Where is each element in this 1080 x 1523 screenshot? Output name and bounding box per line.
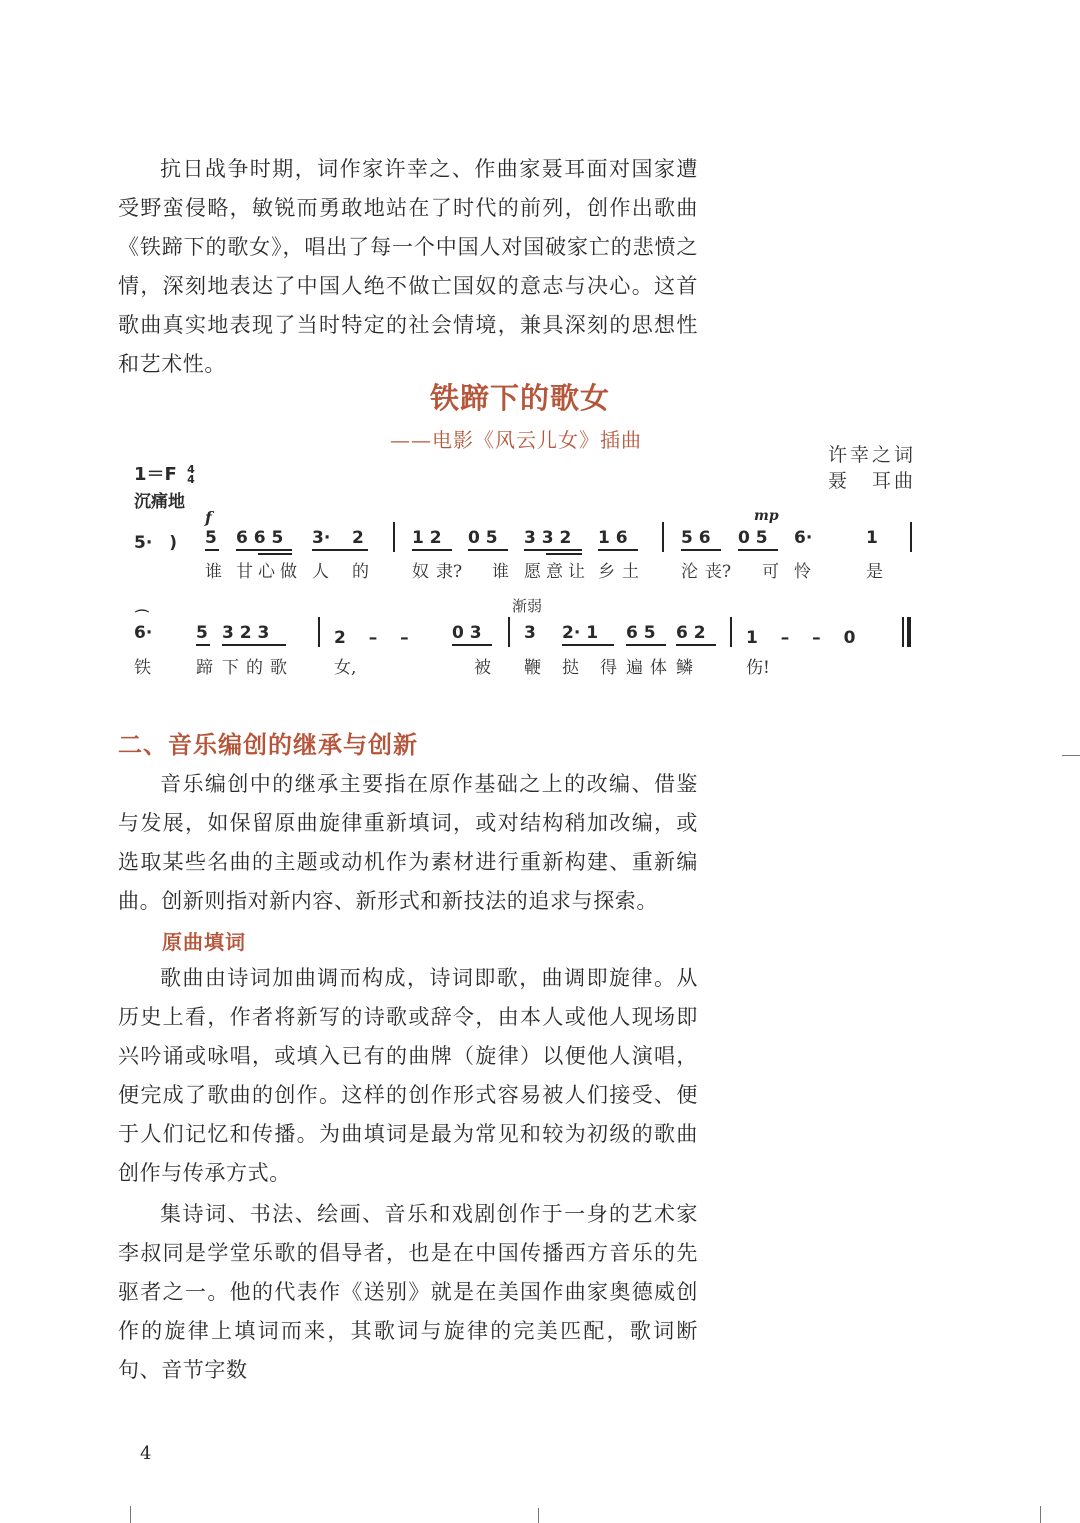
lyric: 的 [352,562,369,582]
final-barline [907,617,911,647]
lyric: 是 [866,562,883,582]
lyric: 丧? [705,562,732,582]
lyric: 隶? [436,562,463,582]
crop-mark [130,1506,131,1523]
lyric: 甘 [236,562,253,582]
lyric: 心 [258,562,275,582]
fermata-icon: ⌒ [135,610,149,626]
beam [452,644,492,646]
note: 6 6 5 [236,528,284,548]
lyric: 谁 [492,562,509,582]
note: 5 [205,528,217,548]
lyric: 下 [222,658,239,678]
beam [546,553,582,555]
beam [412,549,452,551]
lyric: 得 [600,658,617,678]
key-signature [134,460,195,486]
lyric: 人 [312,562,329,582]
dynamic-mezzo-piano: mp [754,508,779,524]
beam [312,549,368,551]
intro-paragraph: 抗日战争时期，词作家许幸之、作曲家聂耳面对国家遭受野蛮侵略，敏锐而勇敢地站在了时代的前列，创作出歌曲《铁蹄下的歌女》，唱出了每一个中国人对国破家亡的悲愤之情，深刻地表达了中国人绝不做亡国奴的意志与决心。这首歌曲真实地表现了当时特定的社会情境，兼具深刻的思想性和艺术性。 [118,157,698,376]
note: 0 5 [738,528,768,548]
note: 2 – – [334,628,409,648]
note: 1 6 [598,528,628,548]
barline [910,522,912,552]
beam [676,644,716,646]
note: 3· [312,528,331,548]
crop-mark [1040,1506,1041,1523]
beam [258,553,292,555]
section-paragraph: 音乐编创中的继承主要指在原作基础之上的改编、借鉴与发展，如保留原曲旋律重新填词，或对结构稍加改编，或选取某些名曲的主题或动机作为素材进行重新构建、重新编曲。创新则指对新内容、新形式和新技法的追求与探索。 [118,772,698,913]
note: 1 2 [412,528,442,548]
beam [562,644,614,646]
barline [318,617,320,647]
final-barline [902,617,904,647]
lyric: 的 [246,658,263,678]
barline [730,617,732,647]
note: 2· 1 [562,623,599,643]
note: 3 2 3 [222,623,270,643]
note: 3 [524,623,536,643]
composer-credit: 聂 耳曲 [828,470,917,492]
lyric: 谁 [205,562,222,582]
lyric: 做 [280,562,297,582]
lyric: 怜 [794,562,811,582]
note: 6 2 [676,623,706,643]
note: 5· ) [134,533,178,553]
last-paragraph: 集诗词、书法、绘画、音乐和戏剧创作于一身的艺术家李叔同是学堂乐歌的倡导者，也是在中国传播西方音乐的先驱者之一。他的代表作《送别》就是在美国作曲家奥德威创作的旋律上填词而来，其歌词与旋律的完美匹配，歌词断句、音节字数 [118,1202,698,1382]
song-subtitle: ——电影《风云儿女》插曲 [390,428,642,452]
lyric: 愿 [524,562,541,582]
lyric: 鞭 [524,658,541,678]
lyric: 挞 [562,658,579,678]
beam [468,549,508,551]
section-heading: 二、音乐编创的继承与创新 [118,730,418,759]
note: 1 [866,528,878,548]
lyric: 女, [334,658,357,678]
barline [662,522,664,552]
lyric: 被 [474,658,491,678]
lyric: 歌 [270,658,287,678]
note: 5 6 [681,528,711,548]
beam [196,644,210,646]
note: 6· [134,623,153,643]
subsection-heading: 原曲填词 [162,930,246,954]
note: 6 5 [626,623,656,643]
beam [205,549,219,551]
lyricist-credit: 许幸之词 [828,444,917,466]
lyric: 铁 [134,658,151,678]
lyric: 蹄 [196,658,213,678]
beam [598,549,638,551]
lyric: 土 [622,562,639,582]
lyric: 体 [650,658,667,678]
barline [393,522,395,552]
crop-mark [1062,755,1080,756]
lyric: 可 [762,562,779,582]
beam [681,549,721,551]
lyric: 乡 [598,562,615,582]
dynamic-forte: f [205,508,212,527]
lyric: 鳞 [676,658,693,678]
page-number: 4 [140,1443,152,1464]
lyric: 遍 [626,658,643,678]
lyric: 伤! [746,658,770,678]
note: 0 5 [468,528,498,548]
key-label: 1＝F [134,464,177,485]
lyric: 沦 [681,562,698,582]
note: 1 – – 0 [746,628,856,648]
tempo-marking: 沉痛地 [134,492,185,512]
note: 3 3 2 [524,528,572,548]
subsection-paragraph: 歌曲由诗词加曲调而构成，诗词即歌，曲调即旋律。从历史上看，作者将新写的诗歌或辞令，由本人或他人现场即兴吟诵或咏唱，或填入已有的曲牌（旋律）以便他人演唱，便完成了歌曲的创作。这样的创作形式容易被人们接受、便于人们记忆和传播。为曲填词是最为常见和较为初级的歌曲创作与传承方式。 [118,966,698,1185]
lyric: 让 [568,562,585,582]
diminuendo-marking: 渐弱 [512,597,543,615]
beam [626,644,666,646]
note: 5 [196,623,208,643]
crop-mark [538,1508,539,1523]
note: 6· [794,528,813,548]
note: 2 [352,528,364,548]
beam [738,549,778,551]
note: 0 3 [452,623,482,643]
beam [524,549,582,551]
barline [508,617,510,647]
beam [222,644,286,646]
beam [236,549,292,551]
time-signature: 4 4 [187,463,195,486]
lyric: 奴 [412,562,429,582]
lyric: 意 [546,562,563,582]
song-title: 铁蹄下的歌女 [429,381,610,415]
